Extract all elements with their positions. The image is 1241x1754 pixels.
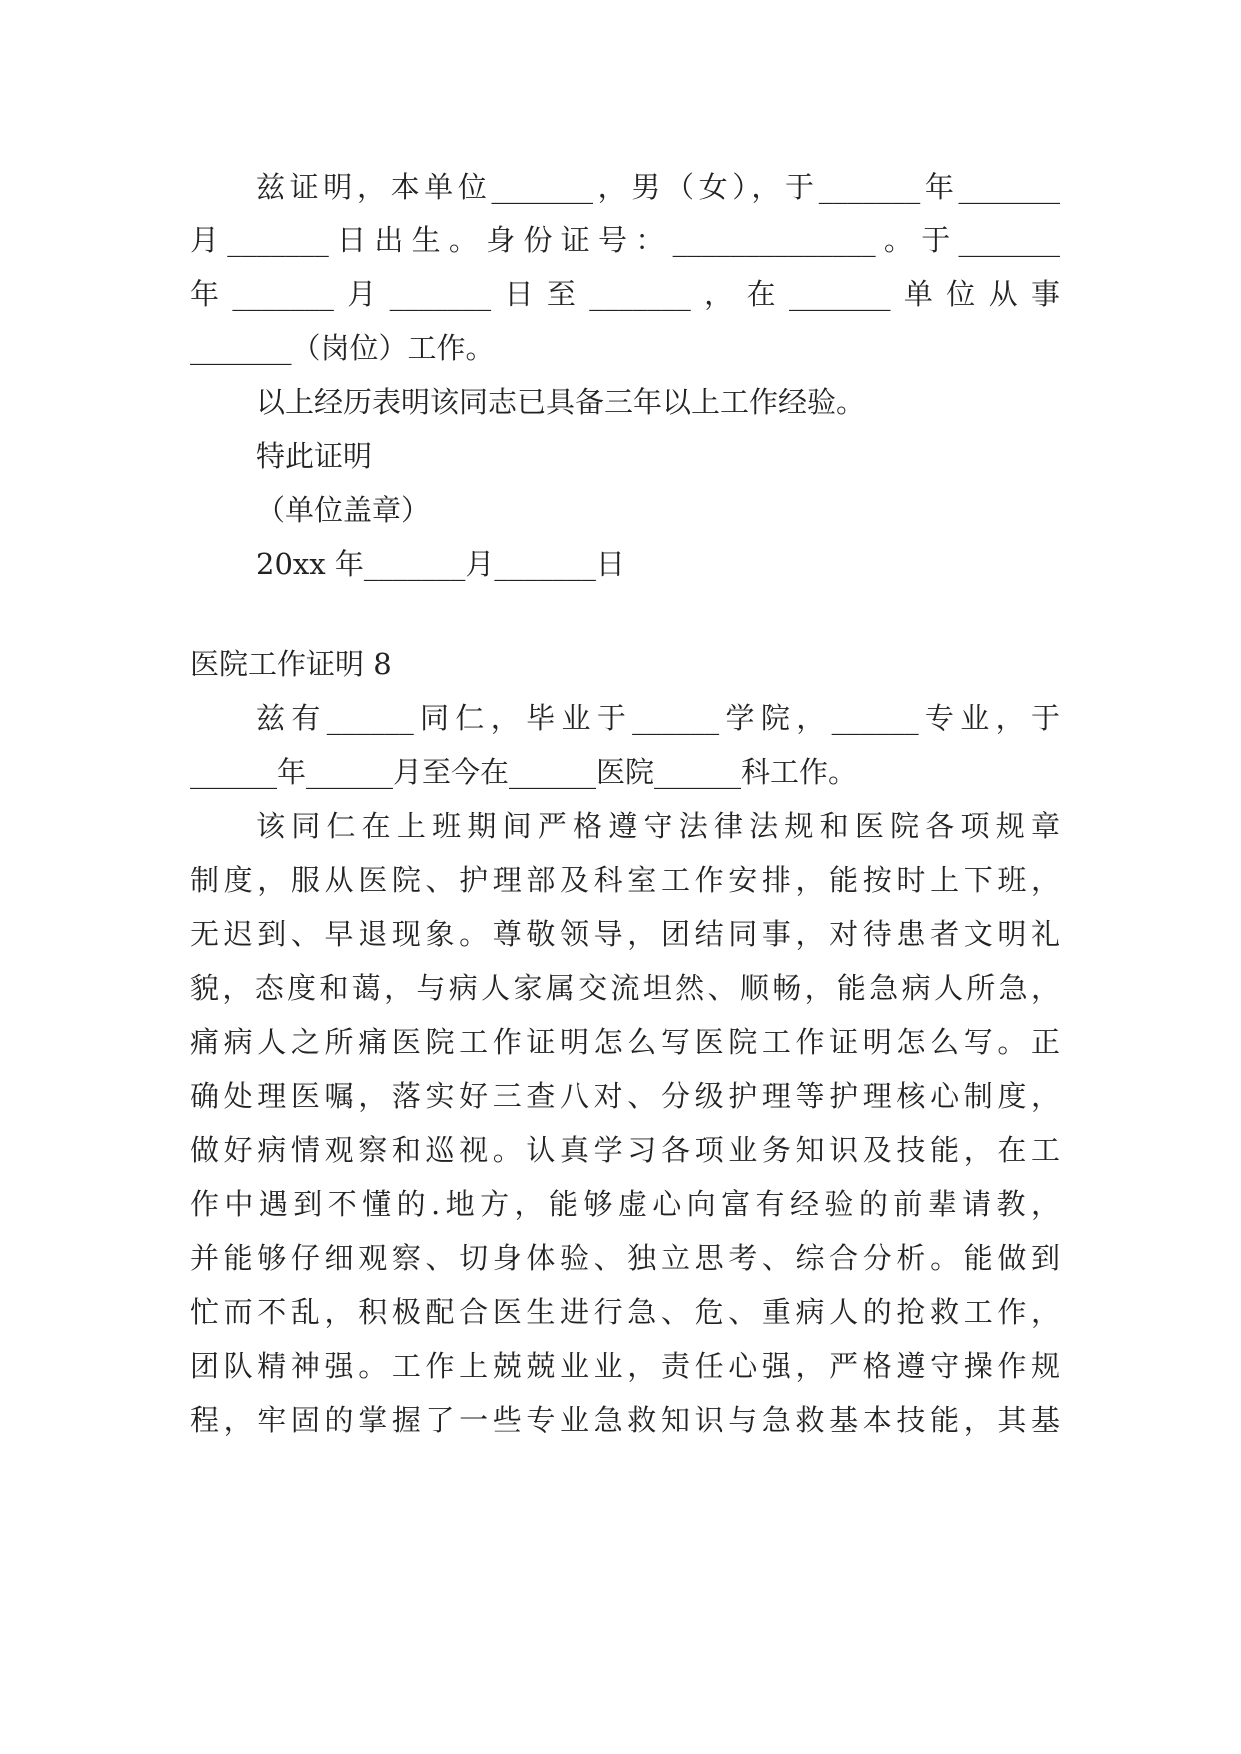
section-title: 医院工作证明 8: [190, 647, 392, 681]
paragraph-line: 年_______月_______日至_______，在_______单位从事: [190, 277, 1060, 311]
paragraph-line: 以上经历表明该同志已具备三年以上工作经验。: [256, 385, 866, 419]
paragraph-line: 确处理医嘱，落实好三查八对、分级护理等护理核心制度，: [190, 1079, 1060, 1113]
paragraph-line: 忙而不乱，积极配合医生进行急、危、重病人的抢救工作，: [190, 1295, 1060, 1329]
paragraph-line: 该同仁在上班期间严格遵守法律法规和医院各项规章: [256, 809, 1060, 843]
paragraph-line: 痛病人之所痛医院工作证明怎么写医院工作证明怎么写。正: [190, 1025, 1060, 1059]
paragraph-line: 月_______日出生。身份证号：______________。于_______: [190, 223, 1060, 257]
paragraph-line: 兹有______同仁，毕业于______学院，______专业，于: [256, 701, 1060, 735]
date-line: 20xx 年_______月_______日: [256, 547, 625, 581]
paragraph-line: 无迟到、早退现象。尊敬领导，团结同事，对待患者文明礼: [190, 917, 1060, 951]
seal-note: （单位盖章）: [256, 493, 431, 527]
paragraph-line: _______（岗位）工作。: [190, 331, 495, 365]
paragraph-line: ______年______月至今在______医院______科工作。: [190, 755, 858, 789]
closing-statement: 特此证明: [256, 439, 373, 473]
paragraph-line: 貌，态度和蔼，与病人家属交流坦然、顺畅，能急病人所急，: [190, 971, 1060, 1005]
paragraph-line: 并能够仔细观察、切身体验、独立思考、综合分析。能做到: [190, 1241, 1060, 1275]
paragraph-line: 制度，服从医院、护理部及科室工作安排，能按时上下班，: [190, 863, 1060, 897]
paragraph-line: 做好病情观察和巡视。认真学习各项业务知识及技能，在工: [190, 1133, 1060, 1167]
paragraph-line: 作中遇到不懂的.地方，能够虚心向富有经验的前辈请教，: [190, 1187, 1060, 1221]
paragraph-line: 团队精神强。工作上兢兢业业，责任心强，严格遵守操作规: [190, 1349, 1060, 1383]
paragraph-line: 程，牢固的掌握了一些专业急救知识与急救基本技能，其基: [190, 1403, 1060, 1437]
paragraph-line: 兹证明，本单位_______，男（女），于_______年_______: [256, 170, 1060, 204]
